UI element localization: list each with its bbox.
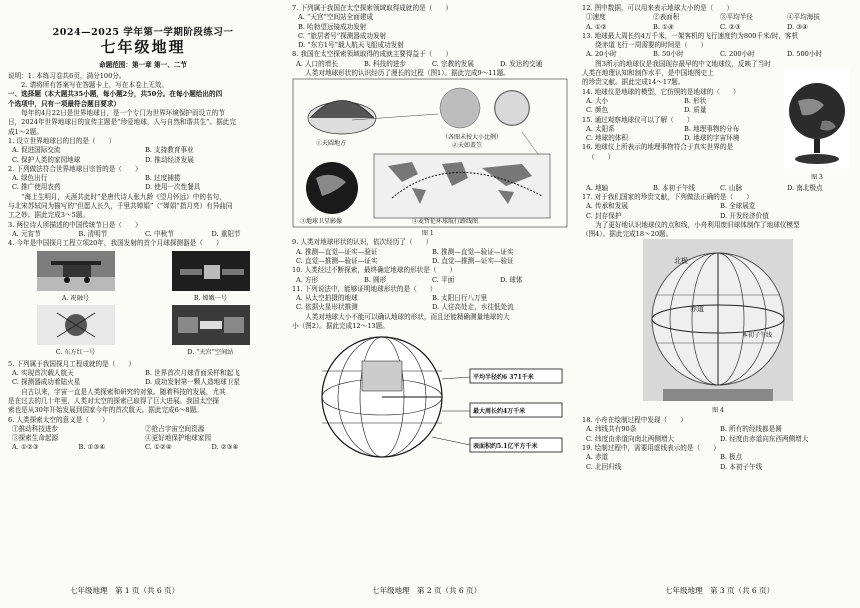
intro-text: 人类对地球大小不能可以确认地球的形状，而且还能精确测量地球的大 — [292, 312, 510, 321]
option: D. 南北极点 — [787, 183, 823, 192]
option: C. 山脉 — [720, 183, 743, 192]
option: C. 宗教的发展 — [432, 59, 474, 68]
option: A. 方形 — [296, 275, 319, 284]
question-3: 3. 两位诗人所描述的中国传统节日是（ ） — [8, 220, 142, 229]
q4-image-row — [8, 305, 278, 358]
question-19: 19. 绘制过程中，需要用虚线表示的是（ ） — [582, 443, 720, 452]
subject-title: 七年级地理 — [100, 38, 186, 57]
q13-options-row — [582, 50, 854, 59]
option: C. 保护人类的家园地球 — [12, 155, 81, 164]
intro-text: 与北宋苏轼同为描写的“但愿人长久，千里共婵娟”（“婵娟”指月亮）有异曲同 — [8, 202, 233, 211]
q15-options-row — [582, 125, 782, 134]
fig1-caption: ③地球卫星影像 — [300, 218, 343, 226]
page-footer: 七年级地理 第 3 页（共 6 页） — [665, 586, 775, 595]
option: B. 清明节 — [78, 229, 108, 238]
option: A. 人口的增长 — [296, 59, 338, 68]
option: C. 纬度由赤道向南北两侧增大 — [586, 434, 675, 443]
q6-options-row — [8, 443, 278, 452]
q10-options-row — [292, 276, 568, 285]
figure-2 — [292, 331, 568, 471]
q4-option-b — [172, 251, 250, 304]
q14-options-row — [582, 106, 782, 115]
option: A. 大小 — [586, 96, 609, 105]
note-line: 说明：1. 本练习卷共6页，满分100分。 — [8, 71, 126, 80]
option: D. 质量 — [684, 106, 707, 115]
option: C. 推广使用农药 — [12, 183, 61, 192]
fig1-caption: ①天圆地方 — [316, 140, 347, 148]
intro-text: 为了更好地认识地球仪的点和线，小舟利用废旧球体制作了地球仪模型 — [582, 220, 800, 229]
q2-options-row — [8, 183, 278, 192]
caption: B. 嫦娥一号 — [193, 294, 228, 302]
intro-text: 图3所示的地球仪是我国现存最早的中文地球仪，反映了当时 — [582, 59, 771, 68]
section-heading: 一、选择题（本大题共35小题，每小题2分，共50分。在每小题给出的四 — [8, 90, 223, 99]
fig4-text: 赤道 — [690, 305, 704, 314]
question-6: 6. 人类探索太空的意义是（ ） — [8, 415, 109, 424]
note-line: 2. 请将所有答案写在答题卡上，写在本卷上无效。 — [8, 81, 169, 90]
q5-options-row — [8, 369, 278, 378]
item: ③平均半径 — [720, 13, 753, 22]
question-8: 8. 我国在太空探索领域取得的成就主要得益于（ ） — [292, 50, 453, 59]
item: ②表面积 — [653, 13, 680, 22]
q18-options-row — [582, 425, 854, 434]
item: ④更好地保护地球家园 — [145, 434, 211, 443]
option: B. 哈勃望远镜成功发射 — [298, 22, 367, 31]
question-10: 10. 人类经过不断探索，最终确定地球的形状是（ ） — [292, 266, 457, 275]
figure-1 — [292, 78, 568, 238]
q6-items-row — [8, 434, 278, 443]
item: ④平均海拔 — [787, 13, 820, 22]
option: A. 20小时 — [586, 50, 617, 59]
q9-options-row — [292, 257, 568, 266]
fig4-text: 本初子午线 — [742, 332, 773, 340]
figure-1-drawing — [292, 78, 568, 228]
page-footer: 七年级地理 第 2 页（共 6 页） — [372, 586, 482, 595]
q4-option-d — [172, 305, 250, 358]
caption: D. “天宫”空间站 — [187, 349, 234, 357]
page-footer: 七年级地理 第 1 页（共 6 页） — [70, 586, 180, 595]
q14-options-row — [582, 97, 782, 106]
question-13: 13. 地球最大周长约4万千米，一架客机的飞行速度约为800千米/时，客机 — [582, 31, 799, 40]
option: D. 经度由赤道向东西两侧增大 — [720, 434, 809, 443]
space-station-photo — [172, 305, 250, 345]
option: C. 直觉—推测—验证—证实 — [296, 256, 378, 265]
question-5: 5. 下列属于我国探月工程成就的是（ ） — [8, 359, 136, 368]
fig2-label: 平均半径约6 371千米 — [473, 374, 534, 382]
fig2-label: 表面积约5.1亿平方千米 — [473, 443, 538, 451]
option: C. 中秋节 — [145, 229, 174, 238]
page-3-column — [582, 4, 854, 579]
question-1: 1. 设立世界地球日的目的是（ ） — [8, 136, 116, 145]
school-year-title: 2024—2025 学年第一学期阶段练习一 — [52, 27, 234, 38]
intro-text: 自古以来，宇宙一直是人类探索和研究的对象。随着科技的发展，尤其 — [8, 387, 226, 396]
option: B. 推测—直觉—验证—证实 — [432, 247, 514, 256]
option: C. 平面 — [432, 275, 455, 284]
option: A. 促进国际交流 — [12, 146, 61, 155]
figure-3 — [782, 69, 852, 184]
option: D. “东方1号”载人航天飞船成功发射 — [298, 41, 404, 50]
lunar-probe-photo — [172, 251, 250, 291]
question-12: 12. 图中数据，可以用来表示地球大小的是（ ） — [582, 4, 734, 12]
option: D. 地球的宇宙环境 — [684, 134, 740, 143]
item: ③探索生命起源 — [12, 434, 59, 443]
item: ②抢占宇宙空间资源 — [145, 424, 205, 433]
intro-text: 是在过去的几十年里，人类对太空的探索已取得了巨大进展。我国太空探 — [8, 396, 219, 405]
question-2: 2. 下列做法符合世界地球日宗旨的是（ ） — [8, 164, 142, 173]
q1-options-row — [8, 156, 278, 165]
fig1-note: （各图未按大小比例） — [442, 134, 503, 142]
caption: A. 祝融号 — [62, 294, 89, 302]
option: D. 本初子午线 — [720, 462, 763, 471]
question-15: 15. 通过观察地球仪可以了解（ ） — [582, 115, 694, 124]
intro-text: “海上生明月，天涯共此时”是唐代诗人张九龄《望月怀远》中的名句， — [8, 192, 226, 201]
option: B. 过度捕捞 — [145, 174, 181, 183]
item: ①推动科技进步 — [12, 424, 59, 433]
option: A. 太阳系 — [586, 124, 615, 133]
option: D. 球体 — [500, 275, 523, 284]
option: C. ①②④ — [145, 443, 172, 452]
question-16: 16. 地球仪上所表示的地理事物符合于真实世界的是 — [582, 143, 734, 152]
fig4-text: 北极 — [674, 257, 688, 266]
question-13-cont: 绕赤道飞行一周需要的时间是（ ） — [582, 41, 708, 50]
item: ①速度 — [586, 13, 606, 22]
option: D. 成功发射第一颗人造地球卫星 — [145, 378, 240, 387]
option: D. 人往高处走，水往低处流 — [432, 303, 514, 312]
option: C. 北回归线 — [586, 462, 622, 471]
option: A. 从太空拍摄的地球 — [296, 294, 358, 303]
option: C. 200小时 — [720, 50, 755, 59]
q9-options-row — [292, 248, 568, 257]
option: B. 地理事物的分布 — [684, 124, 740, 133]
q19-options-row — [582, 453, 854, 462]
q14-17-text — [582, 69, 782, 184]
option: A. ①② — [586, 22, 607, 31]
option: B. 世界首次月球背面采样和起飞 — [145, 369, 240, 378]
question-4: 4. 今年是中国探月工程立项20年，我国发射的首个月球探测器是（ ） — [8, 239, 223, 248]
option: D. 重阳节 — [211, 229, 241, 238]
option: A. ①②③ — [12, 443, 39, 452]
option: C. 封存保护 — [586, 211, 622, 220]
intro-text: 小（图2）。据此完成12～13题。 — [292, 322, 389, 331]
antique-globe-photo — [784, 69, 850, 169]
handmade-globe-photo — [643, 239, 793, 401]
option: D. 推动经济发展 — [145, 155, 194, 164]
q17-options-row — [582, 202, 854, 211]
q4-image-row — [8, 251, 278, 304]
page-1-column — [8, 4, 278, 579]
option: B. 全球展览 — [720, 202, 756, 211]
option: B. 50小时 — [653, 50, 684, 59]
intro-text: 人类在地理认知和制作水平，是中国地图史上 — [582, 69, 714, 78]
option: B. 本初子午线 — [653, 183, 696, 192]
option: D. 开发经济价值 — [720, 211, 769, 220]
option: B. 所有的经线都是圆 — [720, 425, 782, 434]
option: D. ③④ — [787, 22, 809, 31]
q18-options-row — [582, 435, 854, 444]
question-18: 18. 小舟在绘制过程中发现（ ） — [582, 416, 687, 425]
figure-3-label: 图 3 — [811, 174, 823, 182]
option: B. 科技的进步 — [364, 59, 407, 68]
option: B. 太阳日行八万里 — [432, 294, 488, 303]
question-11: 11. 下列说法中，能够证明地球形状的是（ ） — [292, 284, 437, 293]
option: A. 元宵节 — [12, 229, 41, 238]
question-17: 17. 对于我们国家的珍贵文献，下列做法正确的是（ ） — [582, 192, 753, 201]
page-2-column — [292, 4, 568, 579]
option: B. 形状 — [684, 96, 707, 105]
option: B. 圆形 — [364, 275, 387, 284]
q4-option-c — [37, 305, 115, 358]
option: A. 实现首次载人航天 — [12, 369, 74, 378]
intro-text: 人类对地球形状的认识经历了漫长的过程（图1）。据此完成9～11题。 — [292, 69, 510, 78]
question-7: 7. 下列属于我国在太空探索领域取得成就的是（ ） — [292, 4, 453, 12]
option: C. ②③ — [720, 22, 741, 31]
figure-1-label: 图 1 — [422, 230, 434, 238]
q14-17-block — [582, 69, 854, 184]
option: D. ②③④ — [211, 443, 239, 452]
fig1-caption: ②天如盖笠 — [452, 142, 483, 150]
option: D. 直觉—推测—证实—验证 — [432, 256, 514, 265]
q8-options-row — [292, 60, 568, 69]
option: B. ①④ — [653, 22, 674, 31]
option: A. 地轴 — [586, 183, 609, 192]
caption: C. 东方红一号 — [55, 349, 96, 357]
question-9: 9. 人类对地球形状的认识，依次经历了（ ） — [292, 238, 433, 247]
question-14: 14. 地球仪是地球的模型，它仿照的是地球的（ ） — [582, 87, 740, 96]
option: C. 依据火星形状推测 — [296, 303, 358, 312]
q17-options-row — [582, 212, 854, 221]
option: A. 纬线共有90条 — [586, 425, 637, 434]
option: A. 绿色出行 — [12, 174, 48, 183]
option: A. 传承和发展 — [586, 202, 628, 211]
answer-blank: （ ） — [588, 152, 615, 161]
intro-text: （图4）。据此完成18～20题。 — [582, 230, 673, 239]
q1-options-row — [8, 146, 278, 155]
option: B. ①③④ — [78, 443, 106, 452]
option: B. 极点 — [720, 453, 743, 462]
intro-text: 每年的4月22日是世界地球日，是一个专门为世界环境保护而设立的节 — [8, 109, 225, 118]
scope-line: 命题范围：第一章 第一、二节 — [98, 60, 187, 69]
q11-options-row — [292, 303, 568, 312]
option: D. 500小时 — [787, 50, 823, 59]
intro-text: 工之妙。据此完成3～5题。 — [8, 211, 89, 220]
option: B. 支持教育事业 — [145, 146, 194, 155]
q12-options-row — [582, 23, 854, 32]
intro-text: 索也是从30年开始发展到国家今年的首次航天。据此完成6～8题。 — [8, 406, 203, 415]
option: C. “旅居者号”探测器成功发射 — [298, 31, 387, 40]
option: C. 颜色 — [586, 106, 609, 115]
figure-4-label: 图 4 — [712, 406, 724, 414]
option: C. 探测器成功着陆火星 — [12, 378, 81, 387]
q6-items-row — [8, 425, 278, 434]
q4-option-a — [37, 251, 115, 304]
option: A. 赤道 — [586, 453, 609, 462]
q19-options-row — [582, 463, 854, 472]
intro-text: 成1～2题。 — [8, 127, 43, 136]
q5-options-row — [8, 378, 278, 387]
intro-text: 日，2024年世界地球日的宣传主题是“珍爱地球，人与自然和谐共生”。据此完 — [8, 118, 236, 127]
satellite-photo — [37, 305, 115, 345]
option: C. 地球的体积 — [586, 134, 628, 143]
option: A. 推测—直觉—证实—验证 — [296, 247, 378, 256]
q3-options-row — [8, 230, 278, 239]
fig2-label: 最大周长约4万千米 — [473, 408, 526, 416]
option: D. 使用一次性餐具 — [145, 183, 201, 192]
section-heading: 个选项中，只有一项最符合题目要求） — [8, 99, 121, 108]
intro-text: 的珍贵文献。据此完成14～17题。 — [582, 78, 685, 87]
figure-4 — [582, 239, 854, 415]
rover-photo — [37, 251, 115, 291]
q12-items-row — [582, 13, 854, 22]
q16-options-row — [582, 184, 854, 193]
option: A. “天宫”空间站全面建成 — [298, 13, 374, 22]
fig1-caption: ④麦哲伦环球航行路线图 — [412, 218, 479, 226]
option: D. 发达的交通 — [500, 59, 543, 68]
